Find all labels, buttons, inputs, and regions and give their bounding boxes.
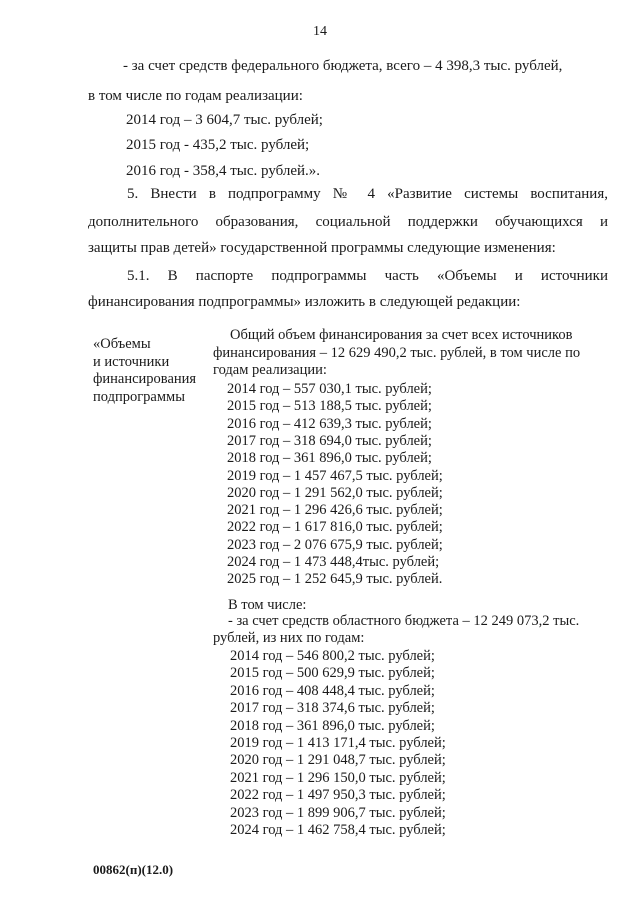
total-year-line: 2016 год – 412 639,3 тыс. рублей; — [227, 415, 432, 432]
item5-line3: защиты прав детей» государственной программы следующие изменения: — [88, 240, 556, 256]
right-intro-line2: финансирования – 12 629 490,2 тыс. рублей, в том числе по — [213, 345, 581, 361]
federal-budget-line: - за счет средств федерального бюджета, всего – 4 398,3 тыс. рублей, — [123, 58, 563, 74]
regional-year-line: 2020 год – 1 291 048,7 тыс. рублей; — [230, 752, 446, 769]
total-year-line: 2015 год – 513 188,5 тыс. рублей; — [227, 398, 432, 415]
regional-line1: - за счет средств областного бюджета – 12 249 073,2 тыс. — [228, 613, 580, 629]
total-year-line: 2023 год – 2 076 675,9 тыс. рублей; — [227, 536, 443, 553]
federal-2014: 2014 год – 3 604,7 тыс. рублей; — [126, 112, 323, 128]
item5-line2: дополнительного образования, социальной поддержки обучающихся и — [88, 214, 608, 230]
total-year-line: 2019 год – 1 457 467,5 тыс. рублей; — [227, 467, 443, 484]
left-label-line: и источники — [93, 353, 170, 370]
regional-year-line: 2016 год – 408 448,4 тыс. рублей; — [230, 682, 435, 699]
table-left-label — [93, 336, 196, 406]
federal-2016: 2016 год - 358,4 тыс. рублей.». — [126, 163, 321, 179]
by-years-line: в том числе по годам реализации: — [88, 88, 303, 104]
regional-year-line: 2022 год – 1 497 950,3 тыс. рублей; — [230, 787, 446, 804]
regional-year-line: 2014 год – 546 800,2 тыс. рублей; — [230, 648, 435, 664]
regional-year-line: 2019 год – 1 413 171,4 тыс. рублей; — [230, 735, 446, 751]
right-intro-line1: Общий объем финансирования за счет всех источников — [230, 327, 573, 343]
regional-year-line: 2023 год – 1 899 906,7 тыс. рублей; — [230, 804, 446, 821]
total-year-line: 2025 год – 1 252 645,9 тыс. рублей. — [227, 571, 443, 588]
left-label-line: финансирования — [93, 371, 197, 387]
total-year-line: 2021 год – 1 296 426,6 тыс. рублей; — [227, 502, 443, 519]
regional-year-line: 2024 год – 1 462 758,4 тыс. рублей; — [230, 822, 446, 838]
left-label-line: подпрограммы — [93, 388, 185, 405]
regional-year-line: 2018 год – 361 896,0 тыс. рублей; — [230, 717, 435, 734]
total-year-line: 2024 год – 1 473 448,4тыс. рублей; — [227, 554, 440, 570]
right-intro-line3: годам реализации: — [213, 362, 327, 378]
page-number: 14 — [313, 24, 327, 39]
regional-year-line: 2015 год – 500 629,9 тыс. рублей; — [230, 665, 435, 682]
item5-line1: 5. Внести в подпрограмму № 4 «Развитие системы воспитания, — [127, 186, 608, 202]
total-year-line: 2022 год – 1 617 816,0 тыс. рублей; — [227, 519, 443, 536]
item51-line2: финансирования подпрограммы» изложить в следующей редакции: — [88, 294, 521, 310]
total-year-line: 2014 год – 557 030,1 тыс. рублей; — [227, 381, 432, 397]
regional-year-line: 2017 год – 318 374,6 тыс. рублей; — [230, 700, 435, 717]
regional-year-line: 2021 год – 1 296 150,0 тыс. рублей; — [230, 769, 446, 786]
total-year-line: 2018 год – 361 896,0 тыс. рублей; — [227, 450, 432, 467]
regional-line2: рублей, из них по годам: — [213, 630, 365, 646]
including-line: В том числе: — [228, 597, 307, 613]
total-year-line: 2020 год – 1 291 562,0 тыс. рублей; — [227, 484, 443, 501]
total-year-line: 2017 год – 318 694,0 тыс. рублей; — [227, 432, 432, 449]
item51-line1: 5.1. В паспорте подпрограммы часть «Объемы и источники — [127, 268, 608, 284]
federal-2015: 2015 год - 435,2 тыс. рублей; — [126, 137, 310, 153]
footer-code: 00862(п)(12.0) — [93, 862, 174, 877]
left-label-line: «Объемы — [93, 336, 151, 352]
